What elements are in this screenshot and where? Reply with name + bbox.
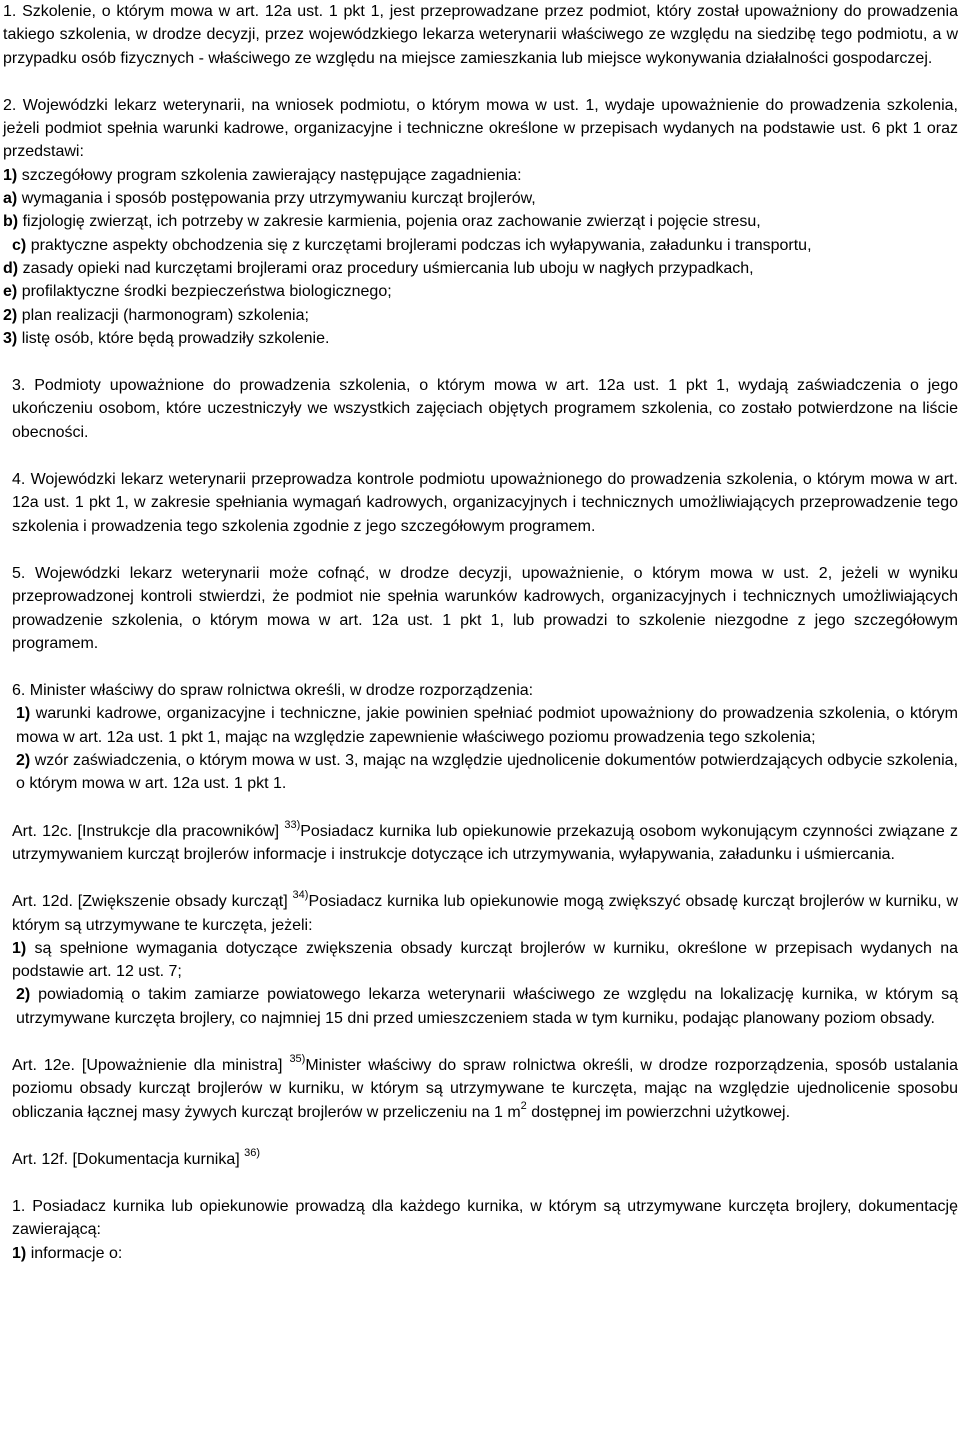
list-item-text: fizjologię zwierząt, ich potrzeby w zakresie karmienia, pojenia oraz zachowanie zwierząt i pojęcie stresu, <box>22 213 761 231</box>
list-marker: b) <box>3 213 19 231</box>
article-text: Posiadacz kurnika lub opiekunowie przekazują osobom wykonującym czynności związane z utrzymywaniem kurcząt brojlerów informacje i instrukcje dotyczące ich utrzymywania, wyłapywania, załadunku i uśmiercania. <box>12 822 958 863</box>
list-item-text: wzór zaświadczenia, o którym mowa w ust. 3, mając na względzie ujednolicenie dokumentów potwierdzających odbycie szkolenia, o którym mowa w art. 12a ust. 1 pkt 1. <box>16 752 959 793</box>
paragraph-6-intro: 6. Minister właściwy do spraw rolnictwa określi, w drodze rozporządzenia: <box>12 682 534 700</box>
list-item <box>3 983 958 1030</box>
list-item <box>3 937 958 984</box>
list-marker: 2) <box>3 306 18 324</box>
list-item-text: szczegółowy program szkolenia zawierający następujące zagadnienia: <box>21 166 522 184</box>
unit-exponent: 2 <box>520 1099 527 1112</box>
list-marker: 1) <box>16 705 31 723</box>
article-text-tail: dostępnej im powierzchni użytkowej. <box>531 1103 791 1121</box>
list-item-text: praktyczne aspekty obchodzenia się z kurczętami brojlerami podczas ich wyłapywania, załadunku i transportu, <box>30 236 812 254</box>
list-item <box>3 1242 958 1265</box>
list-marker: a) <box>3 190 18 208</box>
paragraph-3: 3. Podmioty upoważnione do prowadzenia szkolenia, o którym mowa w art. 12a ust. 1 pkt 1, wydają zaświadczenia o jego ukończeniu osobom, które uczestniczyły we wszystkich zajęciach objętych programem szkolenia, co zostało potwierdzone na liście obecności. <box>12 377 958 441</box>
paragraph-1: 1. Szkolenie, o którym mowa w art. 12a ust. 1 pkt 1, jest przeprowadzane przez podmiot, który został upoważniony do prowadzenia takiego szkolenia, w drodze decyzji, przez wojewódzkiego lekarza weterynarii właściwego ze względu na siedzibę tego podmiotu, a w przypadku osób fizycznych - właściwego ze względu na miejsce zamieszkania lub miejsce wykonywania działalności gospodarczej. <box>3 3 958 67</box>
paragraph-2-intro: 2. Wojewódzki lekarz weterynarii, na wniosek podmiotu, o którym mowa w ust. 1, wydaje upoważnienie do prowadzenia szkolenia, jeżeli podmiot spełnia warunki kadrowe, organizacyjne i techniczne określone w przepisach wydanych na podstawie ust. 6 pkt 1 oraz przedstawi: <box>3 96 958 161</box>
article-heading: Art. 12d. [Zwiększenie obsady kurcząt] <box>12 893 288 911</box>
paragraph-5: 5. Wojewódzki lekarz weterynarii może cofnąć, w drodze decyzji, upoważnienie, o którym mowa w ust. 2, jeżeli w wyniku przeprowadzonej kontroli stwierdzi, że podmiot nie spełnia warunków kadrowych, organizacyjnych i technicznych umożliwiających prowadzenie szkolenia, o którym mowa w art. 12a ust. 1 pkt 1, lub prowadzi to szkolenie niezgodne z jego szczegółowym programem. <box>12 564 958 652</box>
list-item-text: informacje o: <box>30 1244 123 1262</box>
list-item <box>3 210 958 233</box>
list-item-text: warunki kadrowe, organizacyjne i techniczne, jakie powinien spełniać podmiot upoważniony do prowadzenia szkolenia, o którym mowa w art. 12a ust. 1 pkt 1, mając na względzie zapewnienie właściwego poziomu prowadzenia tego szkolenia; <box>16 705 958 746</box>
list-item-text: zasady opieki nad kurczętami brojlerami oraz procedury uśmiercania lub uboju w nagłych przypadkach, <box>22 259 754 277</box>
paragraph-4: 4. Wojewódzki lekarz weterynarii przeprowadza kontrole podmiotu upoważnionego do prowadzenia szkolenia, o którym mowa w art. 12a ust. 1 pkt 1, w zakresie spełniania wymagań kadrowych, organizacyjnych i technicznych umożliwiających przeprowadzenie tego szkolenia i prowadzenia tego szkolenia zgodnie z jego szczegółowym programem. <box>12 471 958 535</box>
list-item <box>3 280 958 303</box>
list-item <box>3 164 958 187</box>
article-heading: Art. 12e. [Upoważnienie dla ministra] <box>12 1056 283 1074</box>
footnote-ref: 35) <box>289 1052 306 1065</box>
article-12c <box>3 820 958 867</box>
article-text: Minister właściwy do spraw rolnictwa określi, w drodze rozporządzenia, sposób ustalania poziomu obsady kurcząt brojlerów w kurniku, w którym są utrzymywane te kurczęta, mając na względzie ujednolicenie sposobu obliczania łącznej masy żywych kurcząt brojlerów w przeliczeniu na 1 m <box>12 1056 958 1121</box>
list-marker: 2) <box>16 986 31 1004</box>
article-heading: Art. 12f. [Dokumentacja kurnika] <box>12 1150 240 1168</box>
list-marker: 1) <box>12 939 27 957</box>
list-item <box>3 187 958 210</box>
article-text: Posiadacz kurnika lub opiekunowie mogą zwiększyć obsadę kurcząt brojlerów w kurniku, w którym są utrzymywane te kurczęta, jeżeli: <box>12 893 958 934</box>
paragraph-2-items <box>3 164 958 350</box>
list-item-text: powiadomią o takim zamiarze powiatowego lekarza weterynarii właściwego ze względu na lokalizację kurnika, w którym są utrzymywane kurczęta brojlery, co najmniej 15 dni przed umieszczeniem stada w tym kurniku, podając planowany poziom obsady. <box>16 986 958 1027</box>
list-item-text: listę osób, które będą prowadziły szkolenie. <box>21 329 330 347</box>
footnote-ref: 34) <box>292 889 309 902</box>
list-item <box>3 749 958 796</box>
list-marker: 1) <box>3 166 18 184</box>
article-12f-heading <box>3 1148 958 1171</box>
list-item <box>3 327 958 350</box>
list-item-text: profilaktyczne środki bezpieczeństwa biologicznego; <box>21 283 392 301</box>
list-item <box>3 234 958 257</box>
footnote-ref: 36) <box>244 1146 261 1159</box>
footnote-ref: 33) <box>284 818 301 831</box>
list-marker: 3) <box>3 329 18 347</box>
article-12d <box>3 890 958 937</box>
list-item <box>3 257 958 280</box>
list-item <box>3 702 958 749</box>
list-item-text: plan realizacji (harmonogram) szkolenia; <box>21 306 309 324</box>
list-item <box>3 304 958 327</box>
article-12f-paragraph-1: 1. Posiadacz kurnika lub opiekunowie prowadzą dla każdego kurnika, w którym są utrzymywane kurczęta brojlery, dokumentację zawierającą: <box>12 1198 958 1239</box>
list-item-text: wymagania i sposób postępowania przy utrzymywaniu kurcząt brojlerów, <box>21 190 536 208</box>
article-heading: Art. 12c. [Instrukcje dla pracowników] <box>12 822 280 840</box>
article-12e <box>3 1054 958 1124</box>
list-marker: c) <box>12 236 27 254</box>
list-marker: 2) <box>16 752 31 770</box>
list-item-text: są spełnione wymagania dotyczące zwiększenia obsady kurcząt brojlerów w kurniku, określone w przepisach wydanych na podstawie art. 12 ust. 7; <box>12 939 959 981</box>
list-marker: 1) <box>12 1244 27 1262</box>
list-marker: d) <box>3 259 19 277</box>
list-marker: e) <box>3 283 18 301</box>
